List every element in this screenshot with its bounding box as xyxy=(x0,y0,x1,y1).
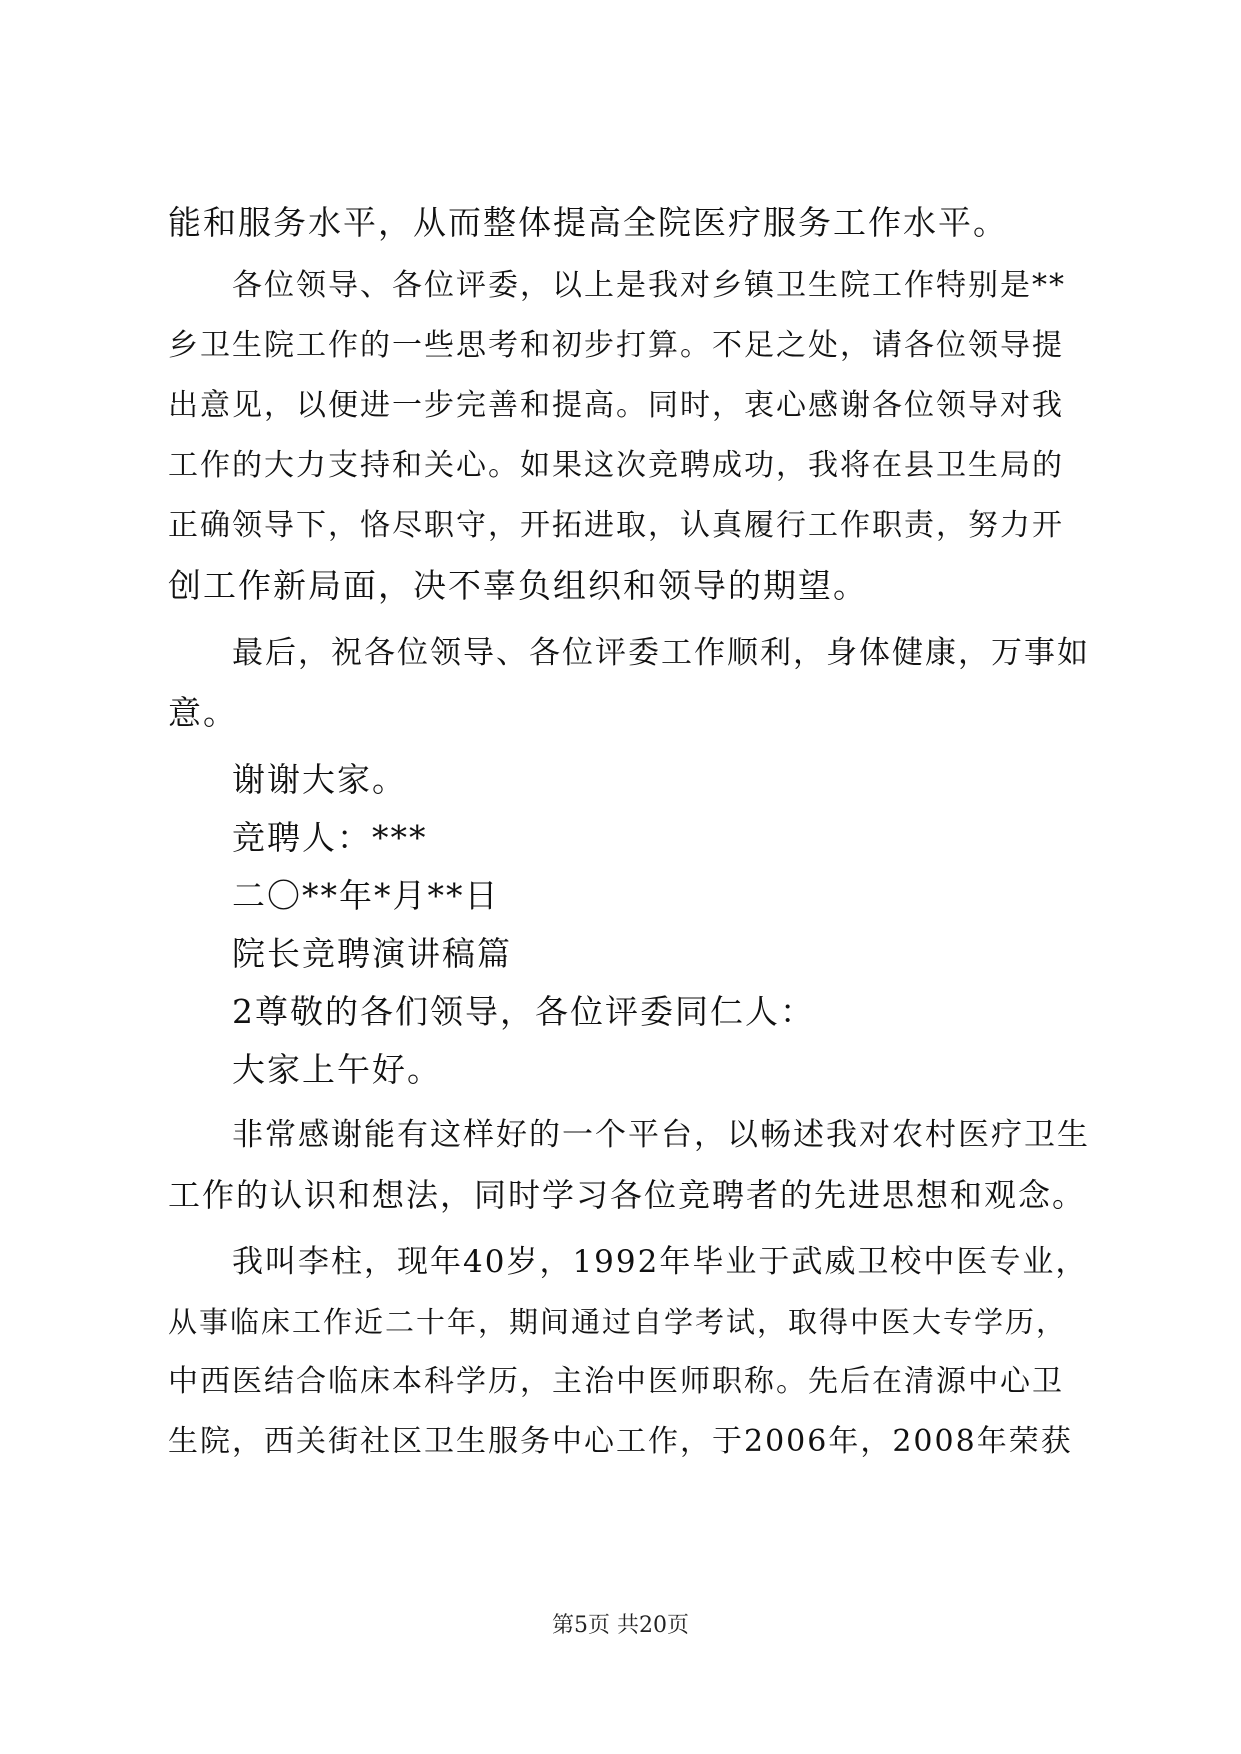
text-line: 非常感谢能有这样好的一个平台，以畅述我对农村医疗卫生 xyxy=(232,1117,1090,1153)
text-line: 出意见，以便进一步完善和提高。同时，衷心感谢各位领导对我 xyxy=(168,388,1064,423)
text-line: 谢谢大家。 xyxy=(232,760,407,799)
text-line: 乡卫生院工作的一些思考和初步打算。不足之处，请各位领导提 xyxy=(168,328,1064,363)
text-line: 能和服务水平，从而整体提高全院医疗服务工作水平。 xyxy=(168,203,1008,242)
text-line: 创工作新局面，决不辜负组织和领导的期望。 xyxy=(168,566,868,605)
text-line: 竞聘人：*** xyxy=(232,818,428,857)
text-line: 我叫李柱，现年40岁，1992年毕业于武威卫校中医专业， xyxy=(232,1244,1089,1280)
text-line: 从事临床工作近二十年，期间通过自学考试，取得中医大专学历， xyxy=(168,1305,1068,1339)
text-line: 正确领导下，恪尽职守，开拓进取，认真履行工作职责，努力开 xyxy=(168,508,1064,543)
text-line: 二〇**年*月**日 xyxy=(232,876,500,915)
text-line: 工作的认识和想法，同时学习各位竞聘者的先进思想和观念。 xyxy=(168,1176,1087,1214)
text-line: 2尊敬的各们领导，各位评委同仁人： xyxy=(232,992,815,1031)
text-line: 大家上午好。 xyxy=(232,1050,442,1089)
text-line: 院长竞聘演讲稿篇 xyxy=(232,934,512,973)
page-footer: 第5页 共20页 xyxy=(552,1613,689,1638)
text-line: 最后，祝各位领导、各位评委工作顺利，身体健康，万事如 xyxy=(232,635,1090,671)
text-line: 生院，西关街社区卫生服务中心工作，于2006年，2008年荣获 xyxy=(168,1424,1073,1459)
text-line: 中西医结合临床本科学历，主治中医师职称。先后在清源中心卫 xyxy=(168,1364,1064,1399)
text-line: 各位领导、各位评委，以上是我对乡镇卫生院工作特别是** xyxy=(232,268,1066,303)
text-line: 意。 xyxy=(168,693,238,732)
text-line: 工作的大力支持和关心。如果这次竞聘成功，我将在县卫生局的 xyxy=(168,448,1064,483)
